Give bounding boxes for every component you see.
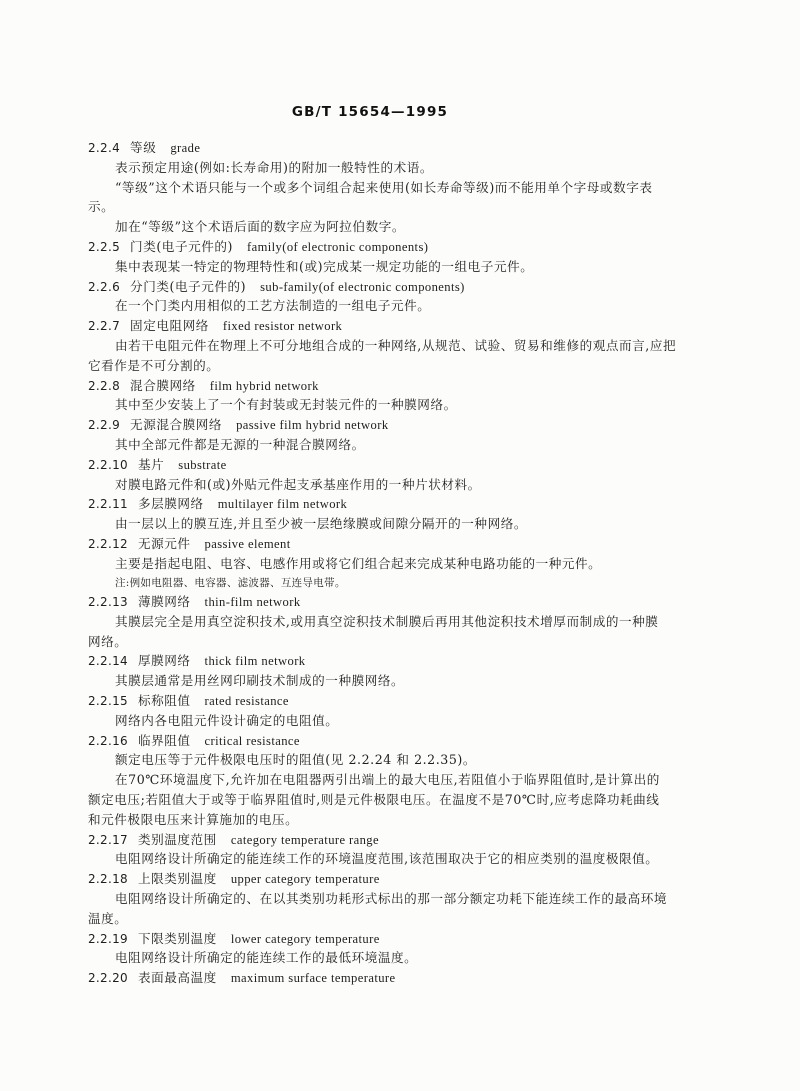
term-chinese: 类别温度范围 bbox=[137, 831, 217, 847]
term-english: upper category temperature bbox=[230, 872, 380, 887]
definition-line: 网络。 bbox=[88, 633, 128, 649]
term-heading bbox=[88, 316, 712, 336]
definition-line: 其中全部元件都是无源的一种混合膜网络。 bbox=[115, 436, 365, 452]
clause-number: 2.2.20 bbox=[88, 971, 128, 986]
definition-line: 由一层以上的膜互连,并且至少被一层绝缘膜或间隙分隔开的一种网络。 bbox=[115, 516, 528, 532]
term-heading bbox=[88, 731, 712, 751]
term-chinese: 无源混合膜网络 bbox=[130, 417, 223, 433]
clause-number: 2.2.11 bbox=[88, 497, 128, 512]
term-chinese: 无源元件 bbox=[137, 535, 191, 551]
term-chinese: 下限类别温度 bbox=[137, 930, 217, 946]
clause-number: 2.2.4 bbox=[88, 141, 121, 155]
clause-number: 2.2.14 bbox=[88, 654, 128, 669]
term-heading bbox=[88, 277, 712, 297]
definition-line: 额定电压;若阻值大于或等于临界阻值时,则是元件极限电压。在温度不是70℃时,应考虑降功耗曲线 bbox=[88, 792, 660, 807]
clause-number: 2.2.18 bbox=[88, 872, 128, 887]
clause-number: 2.2.8 bbox=[88, 378, 121, 393]
term-english: film hybrid network bbox=[209, 378, 319, 393]
definition-line: 其膜层通常是用丝网印刷技术制成的一种膜网络。 bbox=[115, 673, 405, 689]
definition-line: 电阻网络设计所确定的能连续工作的最低环境温度。 bbox=[115, 950, 418, 966]
definition-line: 由若干电阻元件在物理上不可分地组合成的一种网络,从规范、试验、贸易和维修的观点而言,应把 bbox=[115, 337, 677, 353]
clause-number: 2.2.17 bbox=[88, 832, 128, 847]
term-english: rated resistance bbox=[204, 694, 289, 709]
term-heading bbox=[88, 592, 712, 612]
clause-number: 2.2.15 bbox=[88, 694, 128, 709]
term-english: multilayer film network bbox=[217, 497, 348, 512]
definition-line: 网络内各电阻元件设计确定的电阻值。 bbox=[115, 712, 339, 728]
term-heading bbox=[88, 494, 712, 514]
clause-number: 2.2.16 bbox=[88, 733, 128, 748]
clause-number: 2.2.7 bbox=[88, 319, 121, 334]
definition-line: 其中至少安装上了一个有封装或无封装元件的一种膜网络。 bbox=[115, 397, 457, 413]
term-heading bbox=[88, 830, 712, 850]
definition-line: 集中表现某一特定的物理特性和(或)完成某一规定功能的一组电子元件。 bbox=[115, 258, 534, 274]
term-heading bbox=[88, 534, 712, 554]
term-english: thick film network bbox=[204, 654, 306, 669]
term-heading bbox=[88, 691, 712, 711]
definition-line: 在一个门类内用相似的工艺方法制造的一组电子元件。 bbox=[115, 298, 431, 314]
clause-number: 2.2.10 bbox=[88, 457, 128, 472]
term-english: passive film hybrid network bbox=[236, 418, 389, 433]
definition-line: 电阻网络设计所确定的、在以其类别功耗形式标出的那一部分额定功耗下能连续工作的最高环境 bbox=[115, 890, 668, 906]
term-heading bbox=[88, 376, 712, 396]
term-heading bbox=[88, 968, 712, 988]
term-english: family(of electronic components) bbox=[246, 239, 429, 254]
definition-line: 示。 bbox=[88, 199, 115, 215]
definition-line: 加在“等级”这个术语后面的数字应为阿拉伯数字。 bbox=[115, 219, 405, 235]
term-chinese: 门类(电子元件的) bbox=[130, 238, 233, 254]
term-english: grade bbox=[170, 141, 201, 155]
note-line: 注:例如电阻器、电容器、滤波器、互连导电带。 bbox=[115, 576, 346, 589]
term-chinese: 基片 bbox=[137, 456, 165, 472]
clause-number: 2.2.6 bbox=[88, 279, 121, 294]
definition-line: 额定电压等于元件极限电压时的阻值(见 2.2.24 和 2.2.35)。 bbox=[115, 752, 477, 768]
definition-line: “等级”这个术语只能与一个或多个词组合起来使用(如长寿命等级)而不能用单个字母或数字表 bbox=[115, 179, 653, 195]
term-english: sub-family(of electronic components) bbox=[260, 279, 465, 294]
term-english: substrate bbox=[178, 457, 227, 472]
clause-number: 2.2.9 bbox=[88, 418, 121, 433]
term-heading bbox=[88, 237, 712, 257]
term-english: fixed resistor network bbox=[222, 319, 343, 334]
document-code-header: GB/T 15654—1995 bbox=[291, 104, 449, 120]
term-chinese: 薄膜网络 bbox=[137, 594, 191, 610]
term-english: thin-film network bbox=[204, 595, 301, 610]
term-chinese: 分门类(电子元件的) bbox=[130, 278, 247, 294]
clause-number: 2.2.5 bbox=[88, 239, 121, 254]
term-heading bbox=[88, 138, 712, 158]
term-heading bbox=[88, 869, 712, 889]
term-english: category temperature range bbox=[230, 832, 379, 847]
definition-line: 和元件极限电压来计算施加的电压。 bbox=[88, 811, 299, 827]
definition-line: 电阻网络设计所确定的能连续工作的环境温度范围,该范围取决于它的相应类别的温度极限值。 bbox=[115, 851, 659, 867]
term-chinese: 上限类别温度 bbox=[137, 871, 217, 887]
term-chinese: 标称阻值 bbox=[137, 693, 191, 709]
term-heading bbox=[88, 929, 712, 949]
definition-line: 它看作是不可分割的。 bbox=[88, 357, 220, 373]
term-chinese: 厚膜网络 bbox=[137, 653, 191, 669]
term-chinese: 表面最高温度 bbox=[137, 970, 217, 986]
term-chinese: 固定电阻网络 bbox=[130, 318, 209, 334]
definition-line: 主要是指起电阻、电容、电感作用或将它们组合起来完成某种电路功能的一种元件。 bbox=[115, 555, 602, 571]
term-english: maximum surface temperature bbox=[230, 971, 396, 986]
term-chinese: 临界阻值 bbox=[137, 732, 191, 748]
clause-number: 2.2.19 bbox=[88, 931, 128, 946]
definition-line: 在70℃环境温度下,允许加在电阻器两引出端上的最大电压,若阻值小于临界阻值时,是计算出的 bbox=[115, 772, 660, 788]
term-chinese: 等级 bbox=[130, 140, 157, 155]
term-english: lower category temperature bbox=[230, 931, 380, 946]
clause-number: 2.2.13 bbox=[88, 595, 128, 610]
clause-number: 2.2.12 bbox=[88, 536, 128, 551]
term-entries bbox=[88, 138, 712, 988]
term-english: critical resistance bbox=[204, 733, 300, 748]
term-english: passive element bbox=[204, 536, 291, 551]
definition-line: 表示预定用途(例如:长寿命用)的附加一般特性的术语。 bbox=[115, 159, 434, 175]
definition-line: 对膜电路元件和(或)外贴元件起支承基座作用的一种片状材料。 bbox=[115, 476, 481, 492]
term-chinese: 混合膜网络 bbox=[130, 377, 196, 393]
term-heading bbox=[88, 651, 712, 671]
definition-line: 其膜层完全是用真空淀积技术,或用真空淀积技术制膜后再用其他淀积技术增厚而制成的一种膜 bbox=[115, 613, 659, 629]
definition-line: 温度。 bbox=[88, 910, 128, 926]
term-heading bbox=[88, 455, 712, 475]
term-heading bbox=[88, 415, 712, 435]
term-chinese: 多层膜网络 bbox=[137, 496, 204, 512]
